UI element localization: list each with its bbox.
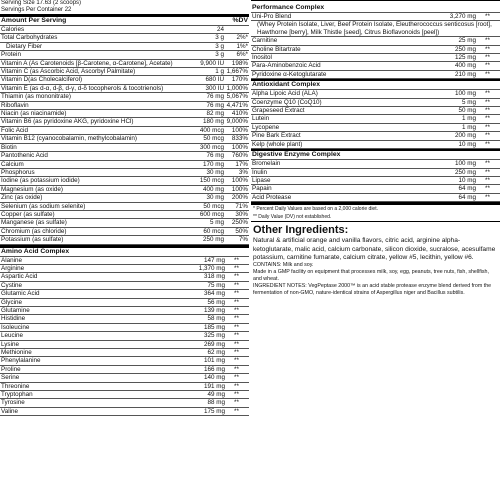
table-row xyxy=(0,177,249,185)
table-row xyxy=(0,118,249,126)
nutrient-amount: 269 mg xyxy=(190,340,226,348)
nutrient-amount: 140 mg xyxy=(190,374,226,382)
nutrient-dv: 3% xyxy=(225,168,249,176)
nutrient-name: Vitamin B12 (cyanocobalamin, methylcobalamin) xyxy=(0,135,189,143)
nutrient-name: Vitamin D(as Cholecalciferol) xyxy=(0,76,189,84)
nutrient-dv: ** xyxy=(477,115,500,123)
nutrient-dv: ** xyxy=(226,407,249,415)
table-row xyxy=(0,26,249,34)
left-panel xyxy=(0,0,249,416)
nutrient-amount: 400 mg xyxy=(189,185,225,193)
table-row xyxy=(0,365,249,373)
table-row xyxy=(0,101,249,109)
nutrient-amount: 1 mg xyxy=(441,123,477,131)
nutrient-name: Papain xyxy=(251,185,441,193)
table-row xyxy=(251,185,500,193)
nutrient-name: Kelp (whole plant) xyxy=(251,140,441,148)
nutrient-dv: ** xyxy=(477,185,500,193)
performance-title: Performance Complex xyxy=(251,4,500,13)
table-row xyxy=(251,176,500,184)
main-nutrients-table xyxy=(0,26,249,245)
nutrient-name: Inulin xyxy=(251,168,441,176)
nutrient-dv: 760% xyxy=(225,152,249,160)
nutrient-amount: 58 mg xyxy=(190,315,226,323)
nutrient-dv: ** xyxy=(226,315,249,323)
nutrient-name: Pantothenic Acid xyxy=(0,152,189,160)
nutrient-dv: ** xyxy=(226,365,249,373)
nutrient-amount: 1 g xyxy=(189,68,225,76)
nutrient-name: Aspartic Acid xyxy=(0,273,190,281)
nutrient-dv: ** xyxy=(477,98,500,106)
performance-table xyxy=(251,13,500,79)
nutrient-amount: 64 mg xyxy=(441,185,477,193)
nutrient-dv: ** xyxy=(477,193,500,201)
nutrient-dv: 100% xyxy=(225,185,249,193)
nutrient-dv: ** xyxy=(226,257,249,265)
footnote-percent: * Percent Daily Values are based on a 2,000 calorie diet. xyxy=(253,206,378,213)
nutrient-amount: 60 mcg xyxy=(189,227,225,235)
nutrient-name: Phenylalanine xyxy=(0,357,190,365)
nutrient-name: Vitamin E (as d-α, d-β, d-γ, d-δ tocopherols & tocotrienols) xyxy=(0,84,189,92)
nutrient-name: Magnesium (as oxide) xyxy=(0,185,189,193)
nutrient-dv: 250% xyxy=(225,219,249,227)
table-row xyxy=(251,123,500,131)
nutrient-name: Choline Bitartrate xyxy=(251,45,441,53)
nutrient-name: Chromium (as chloride) xyxy=(0,227,189,235)
nutrient-dv: 410% xyxy=(225,110,249,118)
nutrient-dv: 30% xyxy=(225,210,249,218)
nutrient-dv: ** xyxy=(226,281,249,289)
digestive-table xyxy=(251,160,500,202)
table-row xyxy=(0,143,249,151)
amino-title: Amino Acid Complex xyxy=(0,248,249,257)
table-row xyxy=(0,76,249,84)
table-row xyxy=(0,194,249,202)
table-row xyxy=(0,185,249,193)
nutrient-name: Iodine (as potassium iodide) xyxy=(0,177,189,185)
table-row xyxy=(0,357,249,365)
nutrient-dv: 1%* xyxy=(225,42,249,50)
nutrient-dv: ** xyxy=(226,399,249,407)
nutrient-dv: ** xyxy=(477,62,500,70)
nutrient-amount: 1 mg xyxy=(441,115,477,123)
table-row xyxy=(0,51,249,59)
nutrient-amount: 25 mg xyxy=(441,37,477,45)
nutrient-amount: 600 mcg xyxy=(189,210,225,218)
nutrient-name: Lysine xyxy=(0,340,190,348)
nutrient-dv: ** xyxy=(477,168,500,176)
nutrient-name: Copper (as sulfate) xyxy=(0,210,189,218)
nutrient-amount: 139 mg xyxy=(190,307,226,315)
nutrient-amount: 5 mg xyxy=(441,98,477,106)
nutrient-dv: ** xyxy=(477,107,500,115)
table-row xyxy=(0,298,249,306)
nutrient-name: Arginine xyxy=(0,264,190,272)
nutrient-amount: 125 mg xyxy=(441,54,477,62)
nutrient-name: Manganese (as sulfate) xyxy=(0,219,189,227)
nutrient-amount: 680 IU xyxy=(189,76,225,84)
nutrient-amount: 88 mg xyxy=(190,399,226,407)
nutrient-dv: 2%* xyxy=(225,34,249,42)
nutrient-dv: 1,667% xyxy=(226,68,248,76)
nutrient-dv: 71% xyxy=(225,202,249,210)
nutrient-amount: 325 mg xyxy=(190,332,226,340)
ingredients-text: Natural & artificial orange and vanilla flavors, citric acid, arginine alpha-ketoglutarate, malic acid, calcium carbonate, silicon dioxide, sucralose, acesulfame potassium, carnitine fumarate, calcium citrate, yellow #5, lecithin, yellow #6. xyxy=(253,237,496,261)
nutrient-name: Para-Aminobenzoic Acid xyxy=(251,62,441,70)
nutrient-amount: 64 mg xyxy=(441,193,477,201)
nutrient-dv: 200% xyxy=(225,194,249,202)
nutrient-name: Pyridoxine α-Ketoglutarate xyxy=(251,70,441,78)
nutrient-amount: 250 mg xyxy=(189,236,225,244)
nutrient-name: Glutamic Acid xyxy=(0,290,190,298)
table-row xyxy=(0,210,249,218)
table-row xyxy=(251,115,500,123)
nutrient-name: Thiamin (as mononitrate) xyxy=(0,93,189,101)
table-row xyxy=(251,107,500,115)
nutrient-name: Selenium (as sodium selenite) xyxy=(0,202,189,210)
amount-header xyxy=(0,17,249,26)
table-row xyxy=(0,59,249,67)
nutrient-name: Vitamin B6 (as pyridoxine AKG, pyridoxine HCl) xyxy=(0,118,189,126)
table-row xyxy=(0,264,249,272)
nutrient-amount: 175 mg xyxy=(190,407,226,415)
nutrient-name: Tyrosine xyxy=(0,399,190,407)
nutrient-name: Calories xyxy=(0,26,189,34)
table-row xyxy=(251,62,500,70)
nutrient-amount: 3 g xyxy=(189,34,225,42)
nutrient-name: Alpha Lipoic Acid (ALA) xyxy=(251,90,441,98)
table-row xyxy=(0,168,249,176)
table-row xyxy=(0,34,249,42)
right-panel xyxy=(251,0,500,297)
nutrient-name: Riboflavin xyxy=(0,101,189,109)
nutrient-dv: ** xyxy=(477,132,500,140)
nutrient-name: Valine xyxy=(0,407,190,415)
nutrient-name: Glutamine xyxy=(0,307,190,315)
nutrient-dv: ** xyxy=(226,340,249,348)
nutrient-dv: 50% xyxy=(225,227,249,235)
nutrient-amount: 10 mg xyxy=(441,176,477,184)
nutrient-dv: 198% xyxy=(225,59,249,67)
nutrient-name: Acid Protease xyxy=(251,193,441,201)
nutrient-name: Coenzyme Q10 (CoQ10) xyxy=(251,98,441,106)
table-row xyxy=(0,68,249,76)
nutrient-dv: ** xyxy=(226,391,249,399)
table-row xyxy=(251,54,500,62)
nutrient-amount: 75 mg xyxy=(190,281,226,289)
table-row xyxy=(0,135,249,143)
nutrient-amount: 180 mg xyxy=(189,118,225,126)
nutrient-amount: 166 mg xyxy=(190,365,226,373)
table-row xyxy=(0,84,249,92)
nutrient-name: Inositol xyxy=(251,54,441,62)
table-row xyxy=(0,126,249,134)
nutrient-amount: 76 mg xyxy=(189,152,225,160)
blend-description: (Whey Protein Isolate, Liver, Beef Protein Isolate, Eleutherococcus senticosus [root], Hawthorne [berry], Milk Thistle [seed], Citrus Bioflavonoids [peel]) xyxy=(251,21,500,37)
nutrient-amount: 150 mcg xyxy=(189,177,225,185)
nutrient-name: Potassium (as sulfate) xyxy=(0,236,189,244)
nutrient-amount: 24 xyxy=(189,26,225,34)
nutrient-dv: ** xyxy=(477,140,500,148)
table-row xyxy=(0,152,249,160)
table-row xyxy=(0,290,249,298)
nutrient-dv: 7% xyxy=(225,236,249,244)
nutrient-amount: 62 mg xyxy=(190,349,226,357)
nutrient-amount: 100 mg xyxy=(441,160,477,168)
nutrient-amount: 200 mg xyxy=(441,132,477,140)
nutrient-dv: ** xyxy=(226,374,249,382)
nutrient-amount: 10 mg xyxy=(441,140,477,148)
nutrient-name: Protein xyxy=(0,51,189,59)
nutrient-amount: 9,900 IU xyxy=(189,59,225,67)
table-row xyxy=(251,90,500,98)
table-row xyxy=(0,323,249,331)
amino-table xyxy=(0,257,249,417)
nutrient-name: Glycine xyxy=(0,298,190,306)
facility-statement: Made in a GMP facility on equipment that processes milk, soy, egg, peanuts, tree nuts, fish, shellfish, and wheat. xyxy=(253,269,489,283)
nutrient-name: Total Carbohydrates xyxy=(0,34,189,42)
nutrient-dv: 6%* xyxy=(225,51,249,59)
nutrient-dv: 100% xyxy=(225,143,249,151)
nutrient-dv: ** xyxy=(226,290,249,298)
nutrient-dv: ** xyxy=(226,298,249,306)
nutrient-name: Calcium xyxy=(0,160,189,168)
table-row xyxy=(0,202,249,210)
nutrient-name: Tryptophan xyxy=(0,391,190,399)
nutrient-dv: ** xyxy=(477,37,500,45)
table-row xyxy=(251,70,500,78)
nutrient-dv: ** xyxy=(226,323,249,331)
table-row xyxy=(0,307,249,315)
nutrient-dv: ** xyxy=(477,176,500,184)
nutrient-dv: ** xyxy=(226,357,249,365)
table-row xyxy=(0,340,249,348)
nutrient-amount: 56 mg xyxy=(190,298,226,306)
nutrient-amount: 82 mg xyxy=(189,110,225,118)
nutrient-name: Histidine xyxy=(0,315,190,323)
serving-size: Serving Size 17.63 (2 scoops) xyxy=(1,0,82,6)
nutrient-dv: 4,471% xyxy=(226,101,248,109)
nutrient-amount: 50 mg xyxy=(441,107,477,115)
nutrient-name: Vitamin C (as Ascorbic Acid, Ascorbyl Palmitate) xyxy=(0,68,189,76)
nutrient-dv: ** xyxy=(226,307,249,315)
servings-per-container: Servings Per Container 22 xyxy=(1,7,72,13)
nutrient-dv: ** xyxy=(226,349,249,357)
nutrient-amount: 3,270 mg xyxy=(441,13,477,21)
table-row xyxy=(0,315,249,323)
table-row xyxy=(0,399,249,407)
nutrient-amount: 3 g xyxy=(189,42,225,50)
table-row xyxy=(0,227,249,235)
nutrient-name: Alanine xyxy=(0,257,190,265)
nutrient-dv: 9,000% xyxy=(226,118,248,126)
nutrient-name: Niacin (as niacinamide) xyxy=(0,110,189,118)
nutrient-dv: ** xyxy=(226,332,249,340)
nutrient-name: Lipase xyxy=(251,176,441,184)
table-row xyxy=(251,168,500,176)
nutrient-amount: 1,370 mg xyxy=(190,264,226,272)
nutrient-dv: ** xyxy=(477,45,500,53)
nutrient-amount: 76 mg xyxy=(189,93,225,101)
nutrient-name: Carnitine xyxy=(251,37,441,45)
table-row xyxy=(0,407,249,415)
nutrient-amount: 30 mg xyxy=(189,194,225,202)
nutrient-dv: 5,067% xyxy=(226,93,248,101)
table-row xyxy=(251,193,500,201)
table-row xyxy=(0,236,249,244)
antioxidant-table xyxy=(251,90,500,149)
table-row xyxy=(0,257,249,265)
nutrient-amount: 76 mg xyxy=(189,101,225,109)
nutrient-dv xyxy=(225,26,249,34)
nutrient-amount: 50 mcg xyxy=(189,135,225,143)
nutrient-amount: 50 mcg xyxy=(189,202,225,210)
nutrient-name: Grapeseed Extract xyxy=(251,107,441,115)
nutrient-amount: 30 mg xyxy=(189,168,225,176)
nutrient-name: Folic Acid xyxy=(0,126,189,134)
table-row xyxy=(251,45,500,53)
nutrient-dv: 100% xyxy=(225,177,249,185)
nutrient-dv: 833% xyxy=(225,135,249,143)
table-row xyxy=(251,140,500,148)
nutrient-amount: 210 mg xyxy=(441,70,477,78)
nutrient-name: Methionine xyxy=(0,349,190,357)
footnote-dv: ** Daily Value (DV) not established. xyxy=(251,213,500,222)
table-row xyxy=(0,332,249,340)
table-row xyxy=(251,21,500,37)
nutrient-amount: 5 mg xyxy=(189,219,225,227)
allergen-contains: CONTAINS: Milk and soy. xyxy=(253,262,314,269)
table-row xyxy=(251,37,500,45)
nutrient-name: Dietary Fiber xyxy=(0,42,189,50)
nutrient-amount: 364 mg xyxy=(190,290,226,298)
nutrient-dv: ** xyxy=(226,382,249,390)
nutrient-name: Phosphorus xyxy=(0,168,189,176)
dv-label: %DV xyxy=(232,17,248,24)
nutrient-name: Isoleucine xyxy=(0,323,190,331)
nutrient-dv: ** xyxy=(477,90,500,98)
nutrient-dv: ** xyxy=(226,264,249,272)
digestive-title: Digestive Enzyme Complex xyxy=(251,151,500,160)
nutrient-amount: 300 mcg xyxy=(189,143,225,151)
table-row xyxy=(0,349,249,357)
nutrient-name: Proline xyxy=(0,365,190,373)
nutrient-amount: 3 g xyxy=(189,51,225,59)
nutrient-amount: 100 mg xyxy=(441,90,477,98)
table-row xyxy=(0,93,249,101)
nutrient-name: Bromelain xyxy=(251,160,441,168)
table-row xyxy=(251,132,500,140)
nutrient-dv: 1,000% xyxy=(226,84,248,92)
nutrient-name: Zinc (as oxide) xyxy=(0,194,189,202)
nutrient-name: Vitamin A (As Carotenoids [β-Carotene, α-Carotene], Acetate) xyxy=(0,59,189,67)
nutrient-dv: ** xyxy=(477,70,500,78)
nutrient-name: Cystine xyxy=(0,281,190,289)
amount-per-serving-label: Amount Per Serving xyxy=(1,17,67,24)
nutrient-name: Uni-Pro Blend xyxy=(251,13,441,21)
table-row xyxy=(0,219,249,227)
nutrient-name: Biotin xyxy=(0,143,189,151)
nutrient-amount: 185 mg xyxy=(190,323,226,331)
ingredients-title: Other Ingredients: xyxy=(253,224,349,237)
nutrient-amount: 101 mg xyxy=(190,357,226,365)
nutrient-name: Threonine xyxy=(0,382,190,390)
nutrient-amount: 318 mg xyxy=(190,273,226,281)
nutrient-amount: 170 mg xyxy=(189,160,225,168)
nutrient-dv: 17% xyxy=(225,160,249,168)
nutrient-amount: 400 mg xyxy=(441,62,477,70)
nutrient-amount: 191 mg xyxy=(190,382,226,390)
nutrient-amount: 300 IU xyxy=(189,84,225,92)
nutrient-dv: ** xyxy=(477,123,500,131)
nutrient-dv: ** xyxy=(477,54,500,62)
table-row xyxy=(251,13,500,21)
table-row xyxy=(0,42,249,50)
nutrient-dv: 170% xyxy=(225,76,249,84)
nutrient-amount: 49 mg xyxy=(190,391,226,399)
table-row xyxy=(0,273,249,281)
nutrient-name: Lutein xyxy=(251,115,441,123)
table-row xyxy=(0,382,249,390)
nutrient-amount: 147 mg xyxy=(190,257,226,265)
nutrient-name: Lycopene xyxy=(251,123,441,131)
nutrient-name: Pine Bark Extract xyxy=(251,132,441,140)
nutrient-dv: ** xyxy=(226,273,249,281)
table-row xyxy=(0,281,249,289)
nutrient-dv: ** xyxy=(477,13,500,21)
table-row xyxy=(0,160,249,168)
nutrient-name: Serine xyxy=(0,374,190,382)
table-row xyxy=(0,374,249,382)
nutrient-amount: 400 mcg xyxy=(189,126,225,134)
table-row xyxy=(251,160,500,168)
table-row xyxy=(251,98,500,106)
nutrient-dv: ** xyxy=(477,160,500,168)
antioxidant-title: Antioxidant Complex xyxy=(251,81,500,90)
nutrient-amount: 250 mg xyxy=(441,45,477,53)
nutrient-name: Leucine xyxy=(0,332,190,340)
table-row xyxy=(0,110,249,118)
table-row xyxy=(0,391,249,399)
nutrient-dv: 100% xyxy=(225,126,249,134)
ingredient-notes: INGREDIENT NOTES: VegPeptase 2000™ is an acid stable protease enzyme blend derived from the fermentation of non-GMO, nature-identical strains of Aspergillus niger and Bacillus subtilis. xyxy=(253,283,492,297)
nutrient-amount: 250 mg xyxy=(441,168,477,176)
